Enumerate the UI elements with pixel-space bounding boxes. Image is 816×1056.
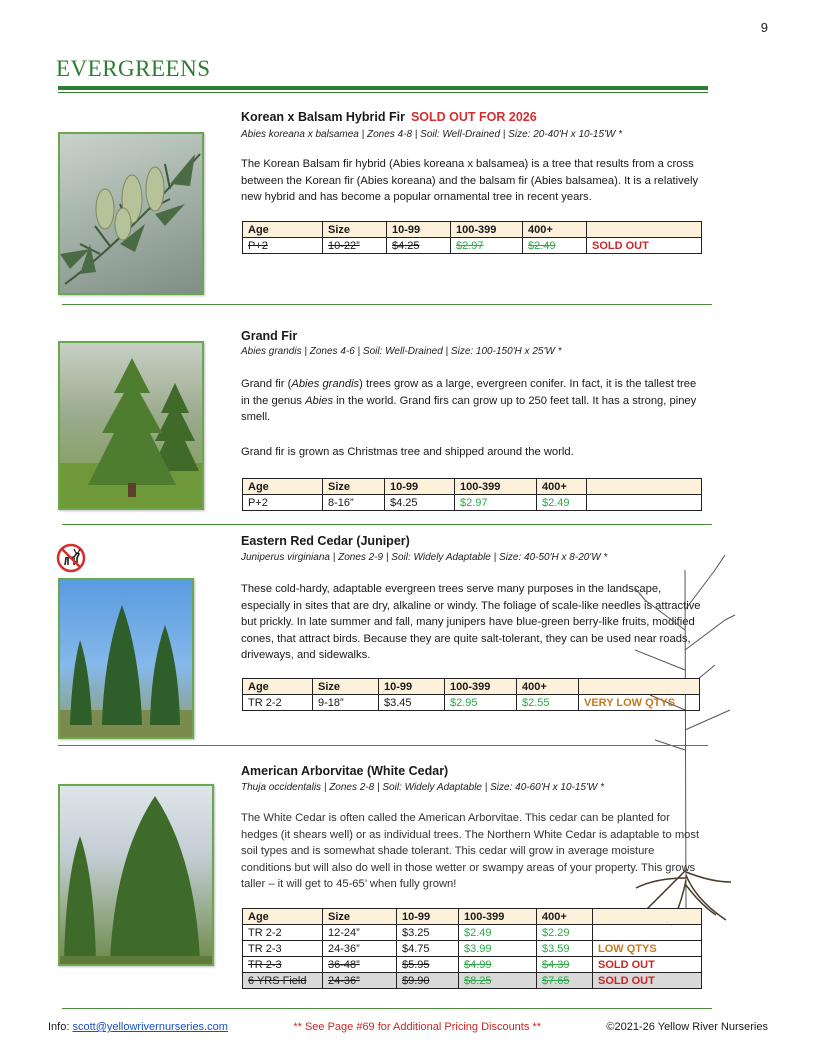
cell-size: 24-36”: [323, 973, 397, 989]
cell-price: $3.59: [537, 941, 593, 957]
entry-name-arborvitae: American Arborvitae (White Cedar): [241, 764, 449, 778]
desc-text: ) trees grow as a large, evergreen conifer. In fact, it is the tallest tree in the genus: [241, 378, 697, 407]
table-row: [243, 941, 702, 957]
cell-price: $5.95: [397, 957, 459, 973]
entry-description: These cold-hardy, adaptable evergreen trees serve many purposes in the landscape, especially in sites that are dry, alkaline or windy. The foliage of scale-like needles is attractive but prickly. In late summer and fall, many junipers have blue-green berry-like fruits, modified cones, that attract birds. Because they are quite salt-tolerant, they can be used near roads, driveways, and sidewalks.: [241, 583, 701, 661]
table-header-row: [243, 679, 700, 695]
cell-price: $4.25: [385, 495, 455, 511]
table-header-row: [243, 909, 702, 925]
col-price-10-99: 10-99: [397, 909, 459, 925]
table-row: [243, 238, 702, 254]
table-header-row: [243, 222, 702, 238]
entry-subtitle: Abies grandis | Zones 4-6 | Soil: Well-Drained | Size: 100-150'H x 25'W *: [241, 346, 562, 357]
col-status: [579, 679, 700, 695]
cell-price: $2.49: [459, 925, 537, 941]
col-status: [587, 479, 702, 495]
table-row: [243, 973, 702, 989]
col-age: Age: [243, 479, 323, 495]
entry-description: The Korean Balsam fir hybrid (Abies koreana x balsamea) is a tree that results from a cross between the Korean fir (Abies koreana) and the balsam fir (Abies balsamea). It is a relatively new hybrid and has become a popular ornamental tree in recent years.: [241, 158, 699, 203]
cell-status: [587, 495, 702, 511]
cell-status: VERY LOW QTYS: [579, 695, 700, 711]
desc-text: in the world. Grand firs can grow up to 250 feet tall. It has a strong, piney smell.: [241, 394, 697, 423]
cell-price: $2.55: [517, 695, 579, 711]
col-price-100-399: 100-399: [445, 679, 517, 695]
cell-price: $2.49: [537, 495, 587, 511]
cell-price: $2.29: [537, 925, 593, 941]
cell-status: SOLD OUT: [587, 238, 702, 254]
col-size: Size: [323, 479, 385, 495]
entry-subtitle: Juniperus virginiana | Zones 2-9 | Soil: Widely Adaptable | Size: 40-50'H x 8-20'W *: [241, 552, 608, 563]
col-price-100-399: 100-399: [455, 479, 537, 495]
footer-info: [48, 1021, 228, 1033]
divider: [58, 745, 708, 746]
footer-discount-note: ** See Page #69 for Additional Pricing Discounts **: [293, 1021, 541, 1033]
col-status: [587, 222, 702, 238]
entry-subtitle: Abies koreana x balsamea | Zones 4-8 | Soil: Well-Drained | Size: 20-40'H x 10-15'W *: [241, 129, 623, 140]
entry-description-2: Grand fir is grown as Christmas tree and shipped around the world.: [241, 446, 574, 458]
cell-price: $9.90: [397, 973, 459, 989]
cell-age: TR 2-3: [243, 957, 323, 973]
price-table-arborvitae: [242, 908, 702, 989]
footer-info-label: Info:: [48, 1021, 70, 1033]
red-cedar-photo: [58, 578, 194, 739]
desc-italic: Abies: [305, 394, 334, 407]
divider: [62, 304, 712, 305]
table-row: [243, 925, 702, 941]
korean-fir-photo: [58, 132, 204, 295]
desc-italic: Abies grandis: [291, 378, 360, 390]
cell-size: 9-18”: [313, 695, 379, 711]
cell-price: $4.99: [459, 957, 537, 973]
cell-price: $4.75: [397, 941, 459, 957]
deer-resistant-icon: [56, 543, 86, 573]
col-price-400-plus: 400+: [537, 479, 587, 495]
cell-price: $3.25: [397, 925, 459, 941]
cell-price: $7.65: [537, 973, 593, 989]
cell-price: $2.49: [523, 238, 587, 254]
cell-price: $8.25: [459, 973, 537, 989]
col-size: Size: [313, 679, 379, 695]
desc-text: Grand fir (: [241, 378, 292, 390]
entry-subtitle: Thuja occidentalis | Zones 2-8 | Soil: Widely Adaptable | Size: 40-60'H x 10-15'W *: [241, 782, 604, 793]
cell-price: $2.97: [455, 495, 537, 511]
col-age: Age: [243, 222, 323, 238]
sold-out-badge: SOLD OUT FOR 2026: [410, 110, 537, 124]
cell-status: SOLD OUT: [593, 973, 702, 989]
cell-price: $4.25: [387, 238, 451, 254]
entry-description: The White Cedar is often called the American Arborvitae. This cedar can be planted for hedges (it shears well) or as individual trees. The Northern White Cedar is adaptable to most soil types and is somewhat shade tolerant. This cedar will grow in average moisture conditions but will also do well in those wetter or swampy areas of your property. This grows taller – it will get to 45-65’ when fully grown!: [241, 812, 700, 890]
divider: [62, 1008, 712, 1009]
cell-age: TR 2-2: [243, 695, 313, 711]
table-header-row: [243, 479, 702, 495]
col-price-10-99: 10-99: [379, 679, 445, 695]
col-size: Size: [323, 909, 397, 925]
col-price-100-399: 100-399: [459, 909, 537, 925]
cell-size: 24-36”: [323, 941, 397, 957]
col-age: Age: [243, 679, 313, 695]
col-price-400-plus: 400+: [523, 222, 587, 238]
cell-price: $3.99: [459, 941, 537, 957]
cell-price: $2.95: [445, 695, 517, 711]
footer-copyright: ©2021-26 Yellow River Nurseries: [606, 1021, 768, 1033]
footer-email-link[interactable]: scott@yellowrivernurseries.com: [72, 1021, 228, 1033]
entry-name-red-cedar: Eastern Red Cedar (Juniper): [241, 534, 410, 548]
col-price-10-99: 10-99: [387, 222, 451, 238]
cell-age: 6 YRS Field: [243, 973, 323, 989]
cell-age: TR 2-3: [243, 941, 323, 957]
price-table-red-cedar: [242, 678, 700, 711]
entry-title: Korean x Balsam Hybrid Fir: [241, 110, 405, 124]
table-row: [243, 695, 700, 711]
col-price-400-plus: 400+: [517, 679, 579, 695]
cell-age: P+2: [243, 495, 323, 511]
entry-name-korean-fir: [241, 110, 537, 124]
table-row: [243, 495, 702, 511]
col-price-400-plus: 400+: [537, 909, 593, 925]
cell-price: $3.45: [379, 695, 445, 711]
price-table-korean-fir: [242, 221, 702, 254]
entry-name-grand-fir: Grand Fir: [241, 329, 298, 343]
title-rule-thin: [58, 92, 708, 93]
title-rule: [58, 86, 708, 90]
divider: [62, 524, 712, 525]
cell-size: 10-22”: [323, 238, 387, 254]
col-price-10-99: 10-99: [385, 479, 455, 495]
cell-status: SOLD OUT: [593, 957, 702, 973]
cell-price: $4.39: [537, 957, 593, 973]
cell-status: LOW QTYS: [593, 941, 702, 957]
col-price-100-399: 100-399: [451, 222, 523, 238]
cell-status: [593, 925, 702, 941]
entry-description: [241, 376, 703, 426]
table-row: [243, 957, 702, 973]
col-size: Size: [323, 222, 387, 238]
grand-fir-photo: [58, 341, 204, 510]
price-table-grand-fir: [242, 478, 702, 511]
col-age: Age: [243, 909, 323, 925]
cell-age: P+2: [243, 238, 323, 254]
arborvitae-photo: [58, 784, 214, 966]
page-number: 9: [760, 20, 768, 35]
cell-price: $2.97: [451, 238, 523, 254]
col-status: [593, 909, 702, 925]
section-title: EVERGREENS: [56, 56, 211, 81]
page-footer: [48, 1021, 768, 1033]
cell-size: 12-24”: [323, 925, 397, 941]
cell-size: 8-16”: [323, 495, 385, 511]
cell-age: TR 2-2: [243, 925, 323, 941]
cell-size: 36-48”: [323, 957, 397, 973]
